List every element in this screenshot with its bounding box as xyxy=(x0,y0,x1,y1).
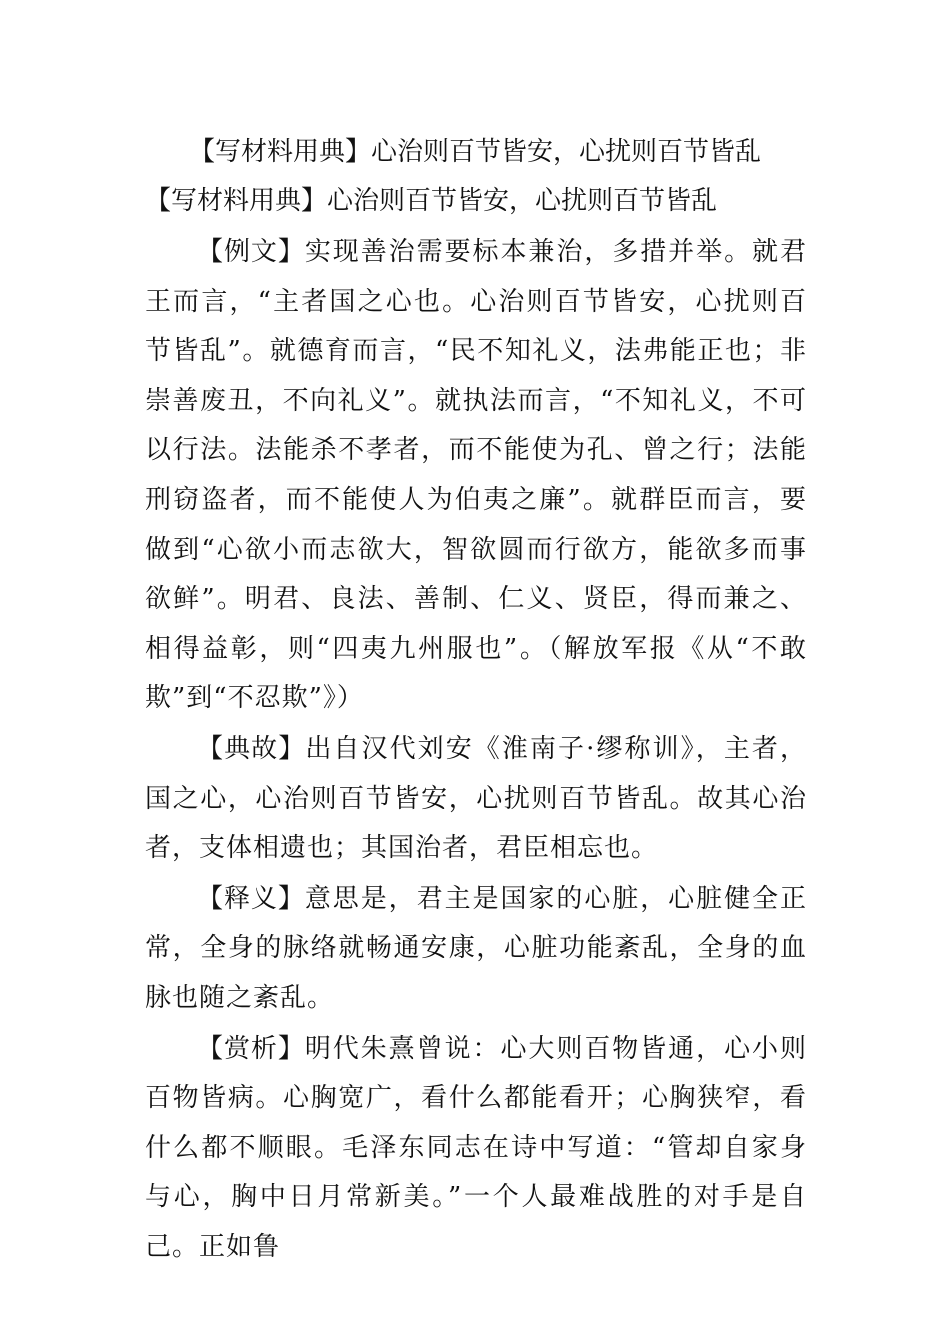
document-body xyxy=(145,228,807,1273)
example-text: 实现善治需要标本兼治，多措并举。就君王而言，“主者国之心也。心治则百节皆安，心扰则百节皆乱”。就德育而言，“民不知礼义，法弗能正也；非崇善废丑，不向礼义”。就执法而言，“不知礼义，不可以行法。法能杀不孝者，而不能使为孔、曾之行；法能刑窃盗者，而不能使人为伯夷之廉”。就群臣而言，要做到“心欲小而志欲大，智欲圆而行欲方，能欲多而事欲鲜”。明君、良法、善制、仁义、贤臣，得而兼之、相得益彰，则“四夷九州服也”。（解放军报《从“不敢欺”到“不忍欺”》） xyxy=(145,237,807,714)
appreciation-text: 明代朱熹曾说：心大则百物皆通，心小则百物皆病。心胸宽广，看什么都能看开；心胸狭窄，看什么都不顺眼。毛泽东同志在诗中写道：“管却自家身与心，胸中日月常新美。”一个人最难战胜的对手是自己。正如鲁 xyxy=(145,1033,807,1262)
appreciation-tag: 【赏析】 xyxy=(197,1033,305,1064)
meaning-text: 意思是，君主是国家的心脏，心脏健全正常，全身的脉络就畅通安康，心脏功能紊乱，全身的血脉也随之紊乱。 xyxy=(145,883,807,1013)
document-title-left: 【写材料用典】心治则百节皆安，心扰则百节皆乱 xyxy=(145,186,718,216)
meaning-paragraph xyxy=(145,875,807,1024)
allusion-paragraph xyxy=(145,725,807,874)
example-tag: 【例文】 xyxy=(197,237,305,267)
document-title-centered: 【写材料用典】心治则百节皆安，心扰则百节皆乱 xyxy=(188,137,761,167)
appreciation-paragraph xyxy=(145,1025,807,1273)
allusion-text: 出自汉代刘安《淮南子·缪称训》，主者，国之心，心治则百节皆安，心扰则百节皆乱。故其心治者，支体相遗也；其国治者，君臣相忘也。 xyxy=(145,733,807,864)
example-paragraph xyxy=(145,228,807,724)
meaning-tag: 【释义】 xyxy=(197,883,305,914)
allusion-tag: 【典故】 xyxy=(197,733,306,764)
